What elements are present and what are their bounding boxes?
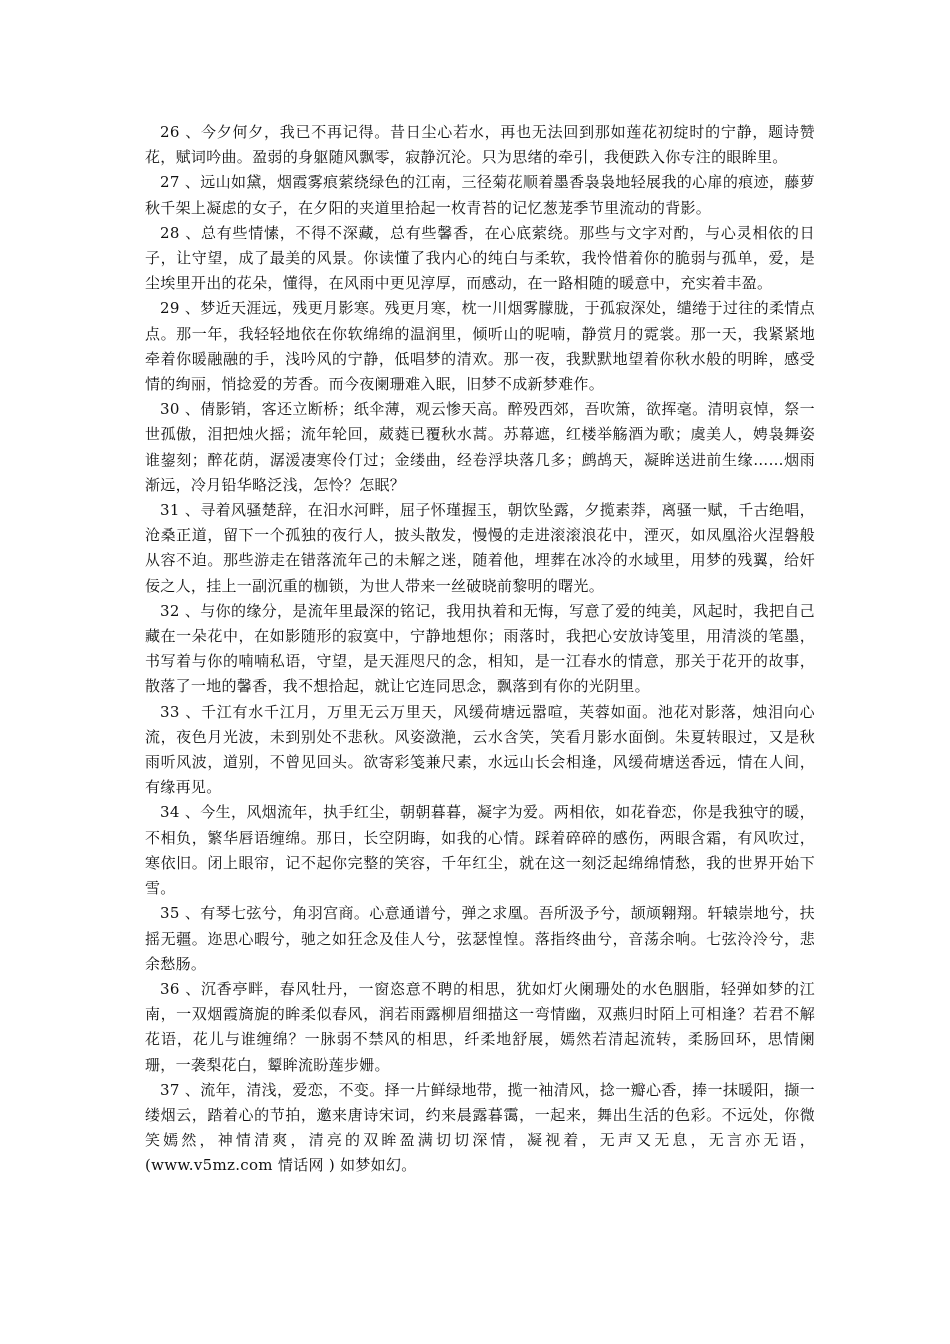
paragraph-number: 36: [160, 979, 180, 998]
paragraph-text: 、总有些情愫，不得不深藏，总有些馨香，在心底萦绕。那些与文字对酌，与心灵相依的日子，让守望，成了最美的风景。你读懂了我内心的纯白与柔软，我怜惜着你的脆弱与孤单，爱，是尘埃里开出的花朵，懂得，在风雨中更见淳厚，而感动，在一路相随的暖意中，充实着丰盈。: [145, 223, 815, 293]
paragraph-29: [145, 296, 815, 397]
paragraph-text: 、沉香亭畔，春风牡丹，一窗恣意不聘的相思，犹如灯火阑珊处的水色胭脂，轻弹如梦的江南，一双烟霞旖旎的眸柔似春风，润若雨露柳眉细描这一弯情幽，双燕归时陌上可相逢？若君不解花语，花儿与谁缠绵？一脉弱不禁风的相思，纤柔地舒展，嫣然若清起流转，柔肠回环，思情阑珊，一袭梨花白，颦眸流盼莲步姗。: [145, 979, 815, 1074]
paragraph-37: [145, 1078, 815, 1179]
paragraph-text: 、千江有水千江月，万里无云万里天，风缓荷塘远嚣喧，芙蓉如面。池花对影落，烛泪向心流，夜色月光波，未到别处不悲秋。风姿潋滟，云水含笑，笑看月影水面倒。朱夏转眼过，又是秋雨听风波，道别，不曾见回头。欲寄彩笺兼尺素，水远山长会相逢，风缓荷塘送香远，情在人间，有缘再见。: [145, 702, 815, 797]
paragraph-number: 30: [160, 400, 180, 419]
paragraph-27: [145, 170, 815, 220]
paragraph-number: 33: [160, 702, 180, 721]
paragraph-26: [145, 120, 815, 170]
paragraph-number: 34: [160, 803, 180, 822]
paragraph-number: 37: [160, 1080, 180, 1099]
paragraph-number: 28: [160, 223, 180, 242]
paragraph-31: [145, 498, 815, 599]
paragraph-text: 、梦近天涯远，残更月影寒。残更月寒，枕一川烟雾朦胧，于孤寂深处，缱绻于过往的柔情点点。那一年，我轻轻地依在你软绵绵的温润里，倾听山的呢喃，静赏月的霓裳。那一天，我紧紧地牵着你暖融融的手，浅吟风的宁静，低唱梦的清欢。那一夜，我默默地望着你秋水般的明眸，感受情的绚丽，悄捻爱的芳香。而今夜阑珊难入眠，旧梦不成新梦难作。: [145, 299, 815, 394]
paragraph-number: 31: [160, 501, 180, 520]
paragraph-text: 、今夕何夕，我已不再记得。昔日尘心若水，再也无法回到那如莲花初绽时的宁静，题诗赞花，赋词吟曲。盈弱的身躯随风飘零，寂静沉沦。只为思绪的牵引，我便跌入你专注的眼眸里。: [145, 123, 815, 167]
paragraph-number: 26: [160, 123, 180, 141]
paragraph-text: 、寻着风骚楚辞，在汨水河畔，屈子怀瑾握玉，朝饮坠露，夕揽素莽，离骚一赋，千古绝唱，沧桑正道，留下一个孤独的夜行人，披头散发，慢慢的走进滚滚浪花中，湮灭，如凤凰浴火涅磐般从容不迫。那些游走在错落流年己的未解之迷，随着他，埋葬在冰冷的水域里，用梦的残翼，给奸佞之人，挂上一副沉重的枷锁，为世人带来一丝破晓前黎明的曙光。: [145, 501, 815, 595]
paragraph-35: [145, 901, 815, 977]
paragraph-text: 、有琴七弦兮，角羽宫商。心意通谱兮，弹之求凰。吾所汲予兮，颉颃翱翔。轩辕崇地兮，扶摇无疆。迩思心暇兮，驰之如狂念及佳人兮，弦瑟惶惶。落指终曲兮，音荡余响。七弦泠泠兮，悲余愁肠。: [145, 904, 815, 973]
paragraph-text: 、与你的缘分，是流年里最深的铭记，我用执着和无悔，写意了爱的纯美，风起时，我把自己藏在一朵花中，在如影随形的寂寞中，宁静地想你；雨落时，我把心安放诗笺里，用清淡的笔墨，书写着与你的喃喃私语，守望，是天涯咫尺的念，相知，是一江春水的情意，那关于花开的故事，散落了一地的馨香，我不想拾起，就让它连同思念，飘落到有你的光阴里。: [145, 601, 815, 696]
paragraph-number: 27: [160, 173, 180, 192]
paragraph-text: 、今生，风烟流年，执手红尘，朝朝暮暮，凝字为爱。两相依，如花眷恋，你是我独守的暖，不相负，繁华唇语缠绵。那日，长空阴晦，如我的心情。踩着碎碎的感伤，两眼含霜，有风吹过，寒依旧。闭上眼帘，记不起你完整的笑容，千年红尘，就在这一刻泛起绵绵情愁，我的世界开始下雪。: [145, 803, 815, 898]
paragraph-34: [145, 800, 815, 901]
paragraph-36: [145, 977, 815, 1078]
paragraph-30: [145, 397, 815, 498]
paragraph-text: 、流年，清浅，爱恋，不变。择一片鲜绿地带，揽一袖清风，捻一瓣心香，捧一抹暖阳，撷一缕烟云，踏着心的节拍，邀来唐诗宋词，约来晨露暮霭，一起来，舞出生活的色彩。不远处，你微笑嫣然，神情清爽，清亮的双眸盈满切切深情，凝视着，无声又无息，无言亦无语，(www.v5mz.com 情话网 ) 如梦如幻。: [145, 1080, 815, 1175]
paragraph-33: [145, 700, 815, 801]
paragraph-text: 、远山如黛，烟霞雾痕萦绕绿色的江南，三径菊花顺着墨香袅袅地轻展我的心扉的痕迹，藤萝秋千架上凝虑的女子，在夕阳的夹道里拾起一枚青苔的记忆葱茏季节里流动的背影。: [145, 173, 815, 217]
paragraph-32: [145, 599, 815, 700]
document-body: [145, 120, 815, 1179]
paragraph-text: 、倩影销，客还立断桥；纸伞薄，观云惨天高。醉殁西郊，吾吹箫，欲挥毫。清明哀悼，祭一世孤傲，泪把烛火摇；流年轮回，葳蕤已覆秋水蒿。苏幕遮，红楼举觞酒为歌；虞美人，娉袅舞姿谁鋆刻；醉花荫，潺湲凄寒伶仃过；金缕曲，经卷浮块落几多；鹧鸪天，凝眸送进前生缘……烟雨渐远，冷月铅华略泛浅，怎怜？怎眠？: [145, 400, 815, 494]
paragraph-number: 32: [160, 601, 180, 620]
paragraph-28: [145, 221, 815, 297]
paragraph-number: 35: [160, 904, 180, 923]
paragraph-number: 29: [160, 299, 180, 318]
